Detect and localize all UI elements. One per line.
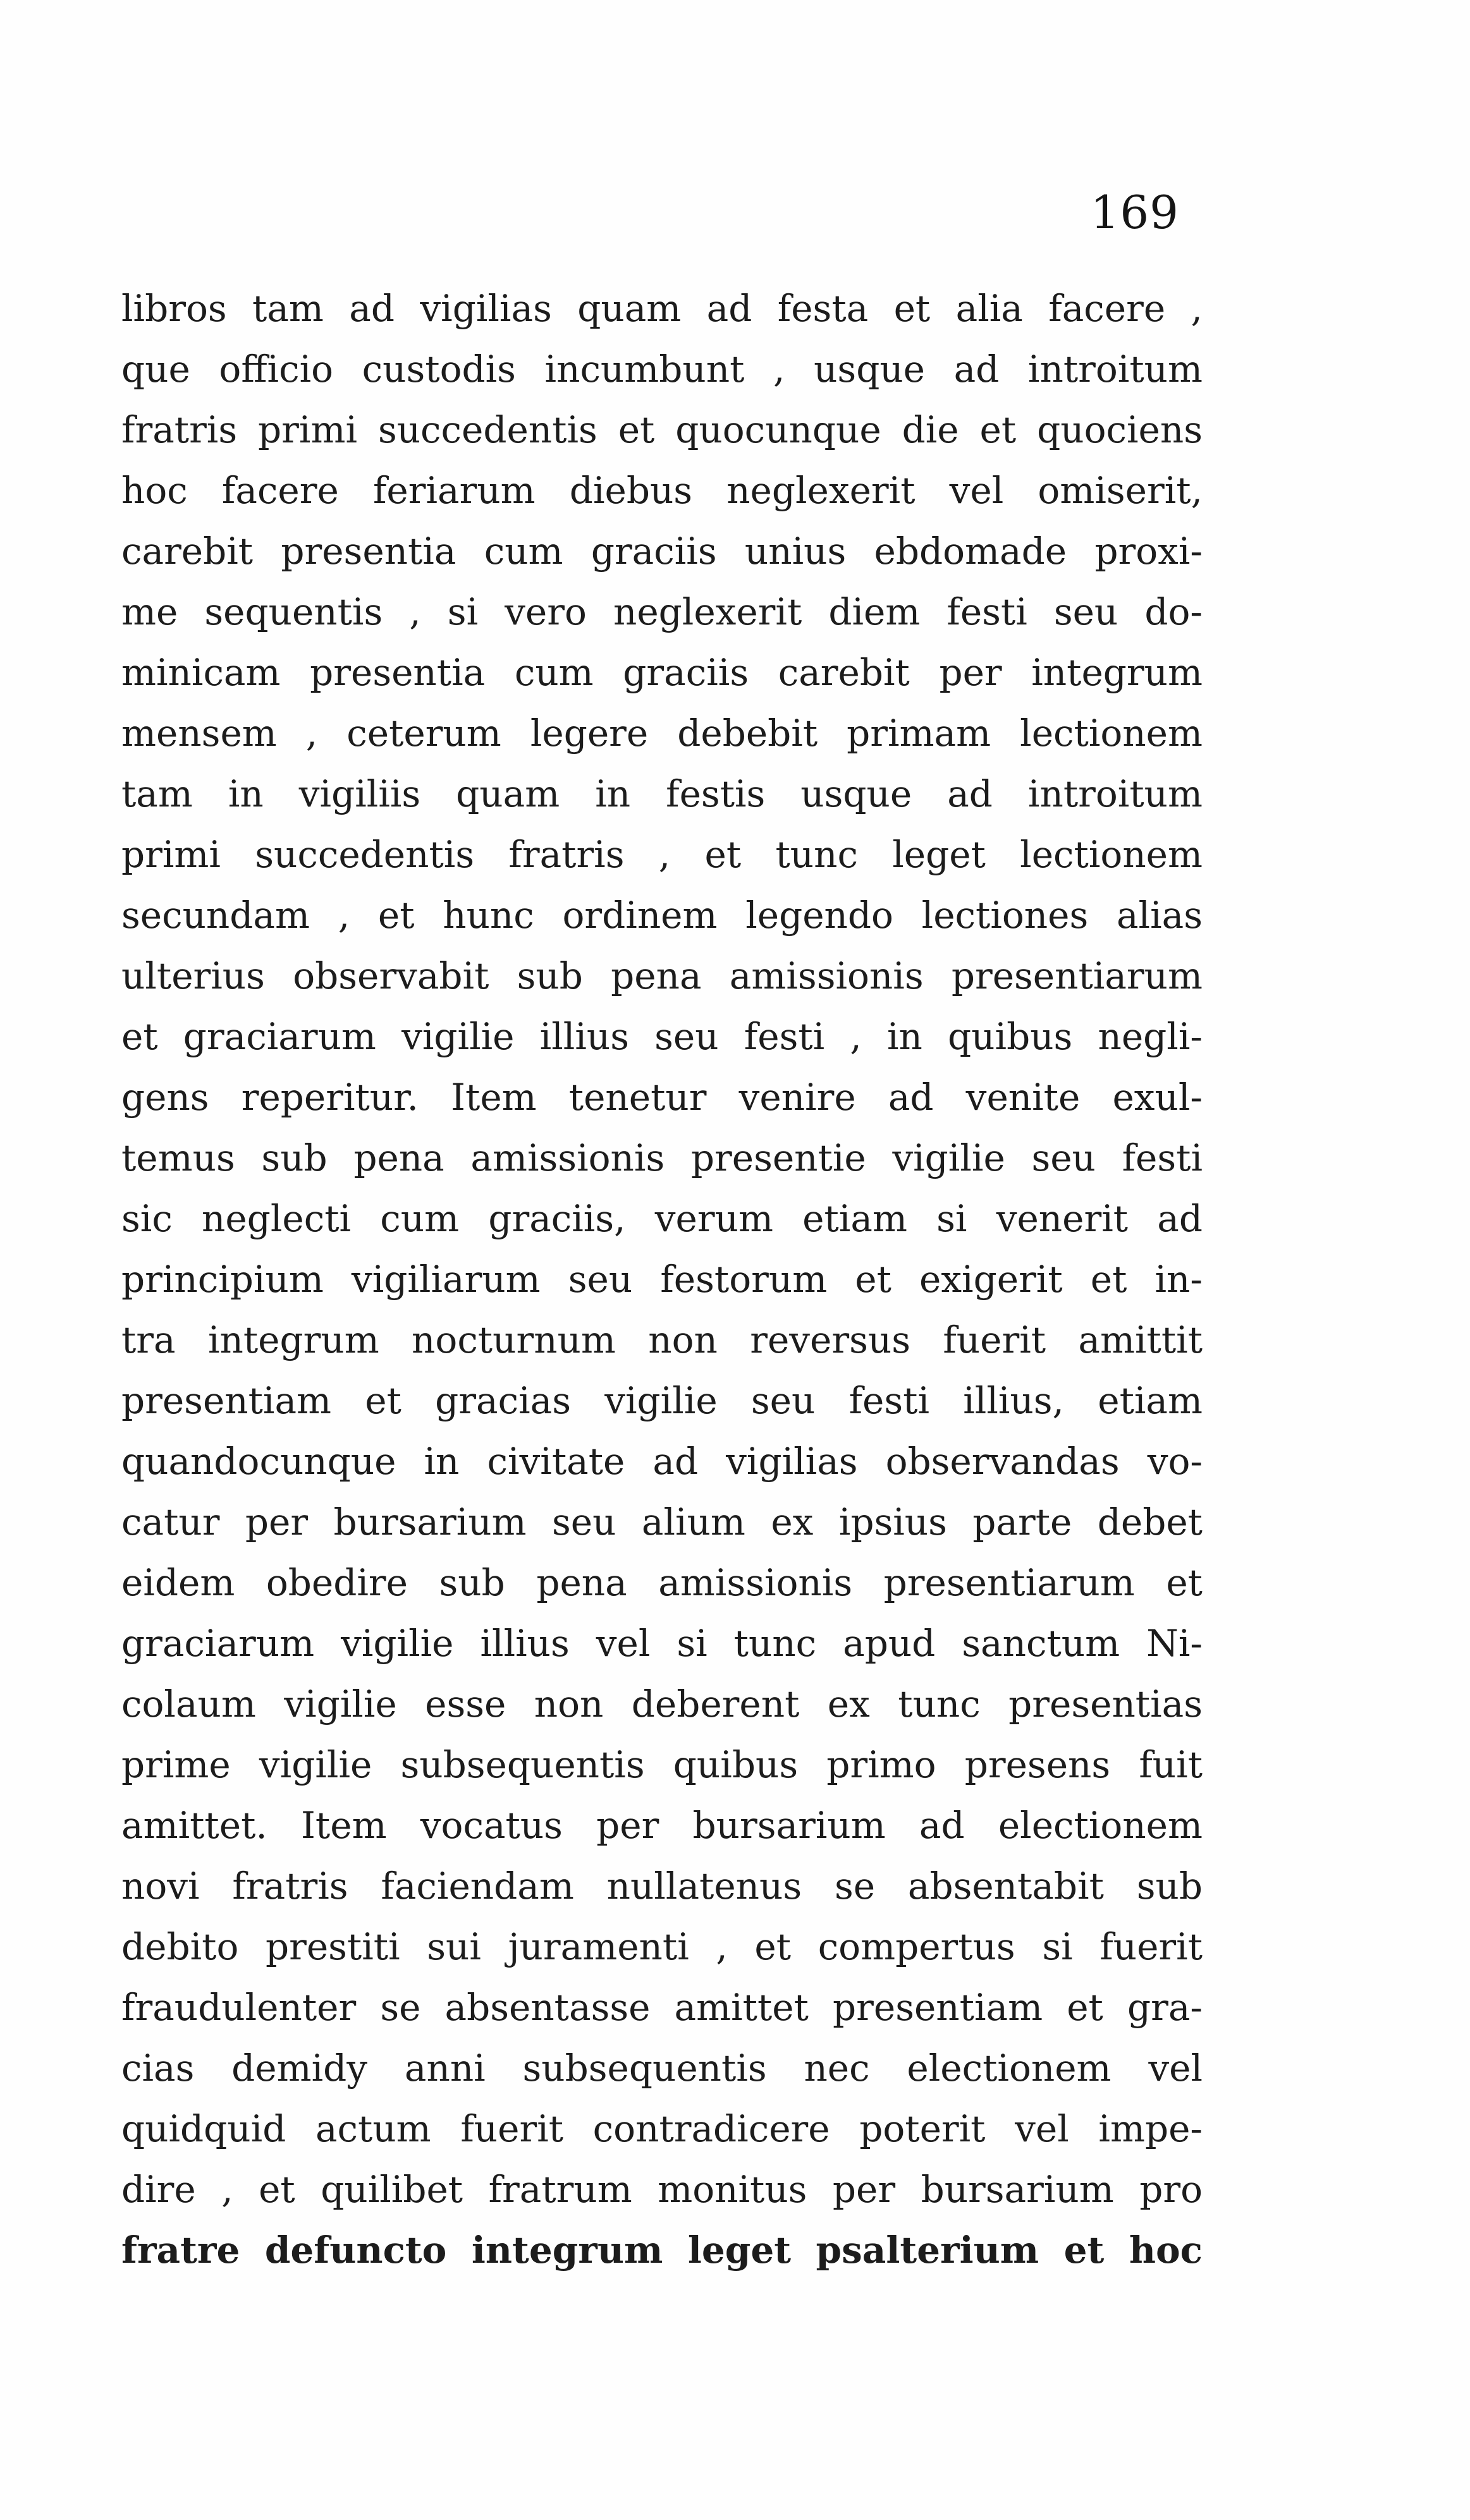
- text-line: primi succedentis fratris , et tunc leget lectionem: [121, 833, 1203, 876]
- text-line: novi fratris faciendam nullatenus se absentabit sub: [121, 1865, 1203, 1908]
- text-line: carebit presentia cum graciis unius ebdomade proxi-: [121, 530, 1203, 573]
- text-line: quidquid actum fuerit contradicere poterit vel impe-: [121, 2107, 1203, 2150]
- text-line: fratris primi succedentis et quocunque die et quociens: [121, 408, 1203, 451]
- text-line: presentiam et gracias vigilie seu festi illius, etiam: [121, 1379, 1203, 1422]
- text-line: temus sub pena amissionis presentie vigilie seu festi: [121, 1136, 1203, 1179]
- text-line: colaum vigilie esse non deberent ex tunc presentias: [121, 1683, 1203, 1726]
- text-line: et graciarum vigilie illius seu festi , in quibus negli-: [121, 1015, 1203, 1058]
- text-line: minicam presentia cum graciis carebit per integrum: [121, 651, 1203, 694]
- text-line: mensem , ceterum legere debebit primam lectionem: [121, 712, 1203, 755]
- text-line: eidem obedire sub pena amissionis presentiarum et: [121, 1561, 1203, 1604]
- text-line: debito prestiti sui juramenti , et compertus si fuerit: [121, 1925, 1203, 1968]
- page-number: 169: [1090, 186, 1179, 239]
- text-line: quandocunque in civitate ad vigilias observandas vo-: [121, 1440, 1203, 1483]
- text-line: ulterius observabit sub pena amissionis presentiarum: [121, 954, 1203, 997]
- text-line: prime vigilie subsequentis quibus primo presens fuit: [121, 1743, 1203, 1786]
- text-line: secundam , et hunc ordinem legendo lectiones alias: [121, 894, 1203, 937]
- text-line: sic neglecti cum graciis, verum etiam si venerit ad: [121, 1197, 1203, 1240]
- text-line: dire , et quilibet fratrum monitus per bursarium pro: [121, 2168, 1203, 2211]
- text-line: fraudulenter se absentasse amittet presentiam et gra-: [121, 1986, 1203, 2029]
- text-line: hoc facere feriarum diebus neglexerit vel omiserit,: [121, 469, 1203, 512]
- text-line: libros tam ad vigilias quam ad festa et alia facere ,: [121, 287, 1203, 330]
- text-line: me sequentis , si vero neglexerit diem festi seu do-: [121, 590, 1203, 633]
- text-line: graciarum vigilie illius vel si tunc apud sanctum Ni-: [121, 1622, 1203, 1665]
- text-line: catur per bursarium seu alium ex ipsius parte debet: [121, 1500, 1203, 1543]
- text-line: tra integrum nocturnum non reversus fuerit amittit: [121, 1318, 1203, 1361]
- text-line: cias demidy anni subsequentis nec electionem vel: [121, 2047, 1203, 2090]
- text-line: que officio custodis incumbunt , usque ad introitum: [121, 348, 1203, 391]
- text-line: gens reperitur. Item tenetur venire ad venite exul-: [121, 1076, 1203, 1119]
- text-line: amittet. Item vocatus per bursarium ad electionem: [121, 1804, 1203, 1847]
- body-text: [121, 278, 1203, 2280]
- text-line: tam in vigiliis quam in festis usque ad introitum: [121, 772, 1203, 815]
- text-line: principium vigiliarum seu festorum et exigerit et in-: [121, 1258, 1203, 1301]
- text-line: fratre defuncto integrum leget psalterium et hoc: [121, 2229, 1203, 2272]
